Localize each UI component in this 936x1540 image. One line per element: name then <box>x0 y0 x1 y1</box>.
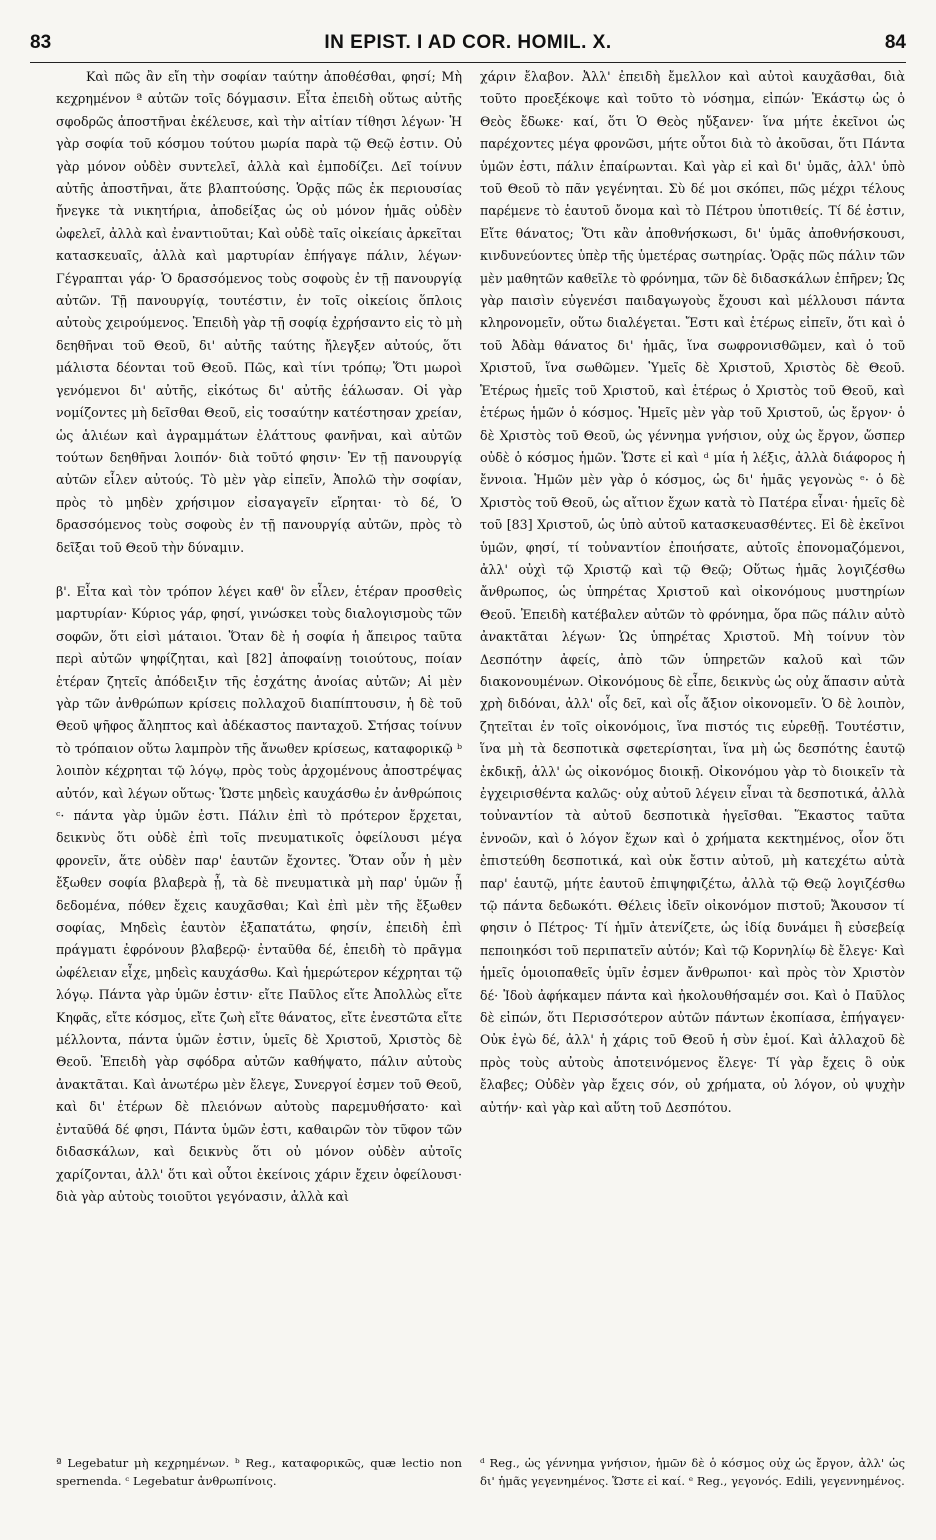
left-paragraph-1: Καὶ πῶς ἂν εἴη τὴν σοφίαν ταύτην ἀποθέσθαι, φησί; Μὴ κεχρημένον ª αὐτῶν τοῖς δόγμασιν. Εἶτα ἐπειδὴ οὕτως αὐτῆς σφοδρῶς ἀποστῆναι ἐκέλευσε, καὶ τὴν αἰτίαν τίθησι λέγων· Ἡ γὰρ σοφία τοῦ κόσμου τούτου μωρία παρὰ τῷ Θεῷ ἐστιν. Οὐ γὰρ μόνον οὐδὲν συντελεῖ, ἀλλὰ καὶ ἐμποδίζει. Δεῖ τοίνυν αὐτῆς ἀποστῆναι, ἅτε βλαπτούσης. Ὁρᾷς πῶς ἐκ περιουσίας ἤνεγκε τὰ νικητήρια, ἀποδείξας ὡς οὐ μόνον ἡμᾶς οὐδὲν ὠφελεῖ, ἀλλὰ καὶ ἐναντιοῦται; Καὶ οὐδὲ ταῖς οἰκείαις ἀρκεῖται κατασκευαῖς, ἀλλὰ καὶ μαρτυρίαν ἐπήγαγε πάλιν, λέγων· Γέγραπται γάρ· Ὁ δρασσόμενος τοὺς σοφοὺς ἐν τῇ πανουργίᾳ αὐτῶν. Τῇ πανουργίᾳ, τουτέστιν, ἐν τοῖς οἰκείοις ὅπλοις αὐτοὺς χειρούμενος. Ἐπειδὴ γὰρ τῇ σοφίᾳ ἐχρήσαντο εἰς τὸ μὴ δεηθῆναι τοῦ Θεοῦ, δι' αὐτῆς ταύτης ἤλεγξεν αὐτούς, ὅτι μάλιστα δέονται τοῦ Θεοῦ. Πῶς, καὶ τίνι τρόπῳ; Ὅτι μωροὶ γενόμενοι δι' αὐτῆς, εἰκότως δι' αὐτῆς ἑάλωσαν. Οἱ γὰρ νομίζοντες μὴ δεῖσθαι Θεοῦ, εἰς τοσαύτην κατέστησαν χρείαν, ὡς ἁλιέων καὶ ἀγραμμάτων ἐλάττους φανῆναι, καὶ αὐτῶν τούτων δεηθῆναι λοιπόν· διὰ τοῦτό φησιν· Ἐν τῇ πανουργίᾳ αὐτῶν εἷλεν αὐτούς. Τὸ μὲν γὰρ εἰπεῖν, Ἀπολῶ τὴν σοφίαν, πρὸς τὸ μηδὲν χρήσιμον εἰσαγαγεῖν εἴρηται· τὸ δέ, Ὁ δρασσόμενος τοὺς σοφοὺς ἐν τῇ πανουργίᾳ αὐτῶν, πρὸς τὸ δεῖξαι τοῦ Θεοῦ τὴν δύναμιν. <box>56 69 462 555</box>
running-title: IN EPIST. I AD COR. HOMIL. X. <box>324 32 612 53</box>
page-number-left: 83 <box>30 32 52 53</box>
running-header <box>30 28 906 58</box>
right-paragraph-1: χάριν ἔλαβον. Ἀλλ' ἐπειδὴ ἔμελλον καὶ αὐτοὶ καυχᾶσθαι, διὰ τοῦτο προεξέκοψε καὶ τοῦτο τὸ νόσημα, εἰπών· Ἑκάστῳ ὡς ὁ Θεὸς ἔδωκε· καί, ὅτι Ὁ Θεὸς ηὔξανεν· ἵνα μήτε ἐκεῖνοι ὡς παρέχοντες μέγα φρονῶσι, μήτε οὗτοι διὰ τὸ ἀκοῦσαι, ὅτι Πάντα ὑμῶν ἐστι, πάλιν ἐπαίρωνται. Καὶ γὰρ εἰ καὶ δι' ὑμᾶς, ἀλλ' ὑπὸ τοῦ Θεοῦ τὸ πᾶν γεγένηται. Σὺ δέ μοι σκόπει, πῶς μέχρι τέλους παρέμενε τὸ ἑαυτοῦ ὄνομα καὶ τὸ Πέτρου ὑποτιθείς. Τί δέ ἐστιν, Εἴτε θάνατος; Ὅτι κἂν ἀποθνήσκωσι, δι' ὑμᾶς ἀποθνήσκουσι, κινδυνεύοντες ὑπὲρ τῆς ὑμετέρας σωτηρίας. Ὁρᾷς πῶς πάλιν τῶν μὲν μαθητῶν καθεῖλε τὸ φρόνημα, τῶν δὲ διδασκάλων ἐπῆρεν; Ὡς γὰρ παισὶν εὐγενέσι παιδαγωγοὺς ἔχουσι καὶ μέλλουσι πάντα κληρονομεῖν, οὕτω διαλέγεται. Ἔστι καὶ ἑτέρως εἰπεῖν, ὅτι καὶ ὁ τοῦ Ἀδὰμ θάνατος δι' ἡμᾶς, ἵνα σωφρονισθῶμεν, καὶ ὁ τοῦ Χριστοῦ, ἵνα σωθῶμεν. Ὑμεῖς δὲ Χριστοῦ, Χριστὸς δὲ Θεοῦ. Ἑτέρως ἡμεῖς τοῦ Χριστοῦ, καὶ ἑτέρως ὁ Χριστὸς τοῦ Θεοῦ, καὶ ἑτέρως ἡμῶν ὁ κόσμος. Ἡμεῖς μὲν γὰρ τοῦ Χριστοῦ, ὡς ἔργον· ὁ δὲ Χριστὸς τοῦ Θεοῦ, ὡς γέννημα γνήσιον, οὐχ ὡς ἔργον, ὥσπερ οὐδὲ ὁ κόσμος ἡμῶν. Ὥστε εἰ καὶ ᵈ μία ἡ λέξις, ἀλλὰ διάφορος ἡ ἔννοια. Ἡμῶν μὲν γὰρ ὁ κόσμος, ὡς δι' ἡμᾶς γεγονὼς ᵉ· ὁ δὲ Χριστὸς τοῦ Θεοῦ, ὡς αἴτιον ἔχων κατὰ τὸ Πατέρα εἶναι· ἡμεῖς δὲ τοῦ [83] Χριστοῦ, ὡς ὑπὸ αὐτοῦ κατασκευασθέντες. Εἰ δὲ ἐκεῖνοι ὑμῶν, φησί, τί τοὐναντίον ἐποιήσατε, αὐτοῖς ἐπονομαζόμενοι, ἀλλ' οὐχὶ τῷ Χριστῷ καὶ τῷ Θεῷ; Οὕτως ἡμᾶς λογιζέσθω ἄνθρωπος, ὡς ὑπηρέτας Χριστοῦ καὶ οἰκονόμους μυστηρίων Θεοῦ. Ἐπειδὴ κατέβαλεν αὐτῶν τὸ φρόνημα, ὅρα πῶς πάλιν αὐτὸ ἀνακτᾶται λέγων· Ὡς ὑπηρέτας Χριστοῦ. Μὴ τοίνυν τὸν Δεσπότην ἀφείς, ἀπὸ τῶν ὑπηρετῶν καλοῦ καὶ τῶν διακονουμένων. Οἰκονόμους δὲ εἶπε, δεικνὺς ὡς οὐχ ἅπασιν αὐτὰ χρὴ διδόναι, ἀλλ' οἷς δεῖ, καὶ οἷς ἄξιον οἰκονομεῖν. Ὁ δὲ λοιπὸν, ζητεῖται ἐν τοῖς οἰκονόμοις, ἵνα πιστός τις εὑρεθῇ. Τουτέστιν, ἵνα μὴ τὰ δεσποτικὰ σφετερίσηται, ἵνα μὴ ὡς δεσπότης ἑαυτῷ ἐκδικῇ, ἀλλ' ὡς οἰκονόμος διοικῇ. Οἰκονόμου γὰρ τὸ διοικεῖν τὰ ἐγχειρισθέντα καλῶς· οὐχ αὐτοῦ λέγειν εἶναι τὰ δεσποτικά, ἀλλὰ τοὐναντίον τὰ αὐτοῦ δεσποτικὰ ἡγεῖσθαι. Ἕκαστος ταῦτα ἐννοῶν, καὶ ὁ λόγον ἔχων καὶ ὁ χρήματα κεκτημένος, οἷον ὅτι ἐπιστεύθη δεσποτικά, καὶ οὐκ ἔστιν αὐτοῦ, μὴ κατεχέτω αὐτὰ παρ' ἑαυτῷ, μήτε ἑαυτοῦ ἐπιψηφιζέτω, ἀλλὰ τῷ Θεῷ λογιζέσθω τῷ πάντα δεδωκότι. Θέλεις ἰδεῖν οἰκονόμον πιστοῦ; Ἄκουσον τί φησιν ὁ Πέτρος· Τί ἡμῖν ἀτενίζετε, ὡς ἰδίᾳ δυνάμει ἢ εὐσεβείᾳ πεποιηκόσι τοῦ περιπατεῖν αὐτόν; Καὶ τῷ Κορνηλίῳ δὲ ἔλεγε· Καὶ ἡμεῖς ὁμοιοπαθεῖς ὑμῖν ἐσμεν ἄνθρωποι· καὶ πρὸς τὸν Χριστὸν δέ· Ἰδοὺ ἀφήκαμεν πάντα καὶ ἠκολουθήσαμέν σοι. Καὶ ὁ Παῦλος δὲ εἰπών, ὅτι Περισσότερον αὐτῶν πάντων ἐκοπίασα, ἐπήγαγεν· Οὐκ ἐγὼ δέ, ἀλλ' ἡ χάρις τοῦ Θεοῦ ἡ σὺν ἐμοί. Καὶ ἀλλαχοῦ δὲ πρὸς τοὺς αὐτοὺς ἀποτεινόμενος ἔλεγε· Τί γὰρ ἔχεις ὃ οὐκ ἔλαβες; Οὐδὲν γὰρ ἔχεις σόν, οὐ χρήματα, οὐ λόγον, οὐ ψυχὴν αὐτήν· καὶ γὰρ καὶ αὕτη τοῦ Δεσπότου. <box>480 69 905 1115</box>
left-column <box>56 66 462 1208</box>
footnotes-left: ª Legebatur μὴ κεχρημένων. ᵇ Reg., καταφορικῶς, quæ lectio non spernenda. ᶜ Legebatur ἀνθρωπίνοις. <box>56 1456 462 1488</box>
footnotes-right: ᵈ Reg., ὡς γέννημα γνήσιον, ἡμῶν δὲ ὁ κόσμος οὐχ ὡς ἔργον, ἀλλ' ὡς δι' ἡμᾶς γεγενημένος. Ὥστε εἰ καί. ᵉ Reg., γεγονός. Edili, γεγεννημένος. <box>480 1456 905 1488</box>
left-paragraph-2: β'. Εἶτα καὶ τὸν τρόπον λέγει καθ' ὃν εἷλεν, ἑτέραν προσθεὶς μαρτυρίαν· Κύριος γάρ, φησί, γινώσκει τοὺς διαλογισμοὺς τῶν σοφῶν, ὅτι εἰσὶ μάταιοι. Ὅταν δὲ ἡ σοφία ἡ ἄπειρος ταῦτα περὶ αὐτῶν ψηφίζηται, καὶ [82] ἀποφαίνῃ τοιούτους, ποίαν ἑτέραν ζητεῖς ἀπόδειξιν τῆς ἐσχάτης ἀνοίας αὐτῶν; Αἱ μὲν γὰρ τῶν ἀνθρώπων κρίσεις πολλαχοῦ διαπίπτουσιν, ἡ δὲ τοῦ Θεοῦ ψῆφος ἄληπτος καὶ ἀδέκαστος πανταχοῦ. Στήσας τοίνυν τὸ τρόπαιον οὕτω λαμπρὸν τῆς ἄνωθεν κρίσεως, καταφορικῷ ᵇ λοιπὸν κέχρηται τῷ λόγῳ, πρὸς τοὺς ἀρχομένους ἀποστρέψας αὐτόν, καὶ λέγων οὕτως· Ὥστε μηδεὶς καυχάσθω ἐν ἀνθρώποις ᶜ· πάντα γὰρ ὑμῶν ἐστι. Πάλιν ἐπὶ τὸ πρότερον ἔρχεται, δεικνὺς ὅτι οὐδὲ ἐπὶ τοῖς πνευματικοῖς ὀφείλουσι μέγα φρονεῖν, ἅτε οὐδὲν παρ' ἑαυτῶν ἔχοντες. Ὅταν οὖν ἡ μὲν ἔξωθεν σοφία βλαβερὰ ᾖ, τὰ δὲ πνευματικὰ μὴ παρ' ὑμῶν ᾖ δεδομένα, πόθεν ἔχεις καυχᾶσθαι; Καὶ ἐπὶ μὲν τῆς ἔξωθεν σοφίας, Μηδεὶς ἑαυτὸν ἐξαπατάτω, φησίν, ἐπειδὴ ἐπὶ πράγματι ἐφρόνουν βλαβερῷ· ἐνταῦθα δέ, ἐπειδὴ τὸ πρᾶγμα ὠφέλειαν εἶχε, μηδεὶς καυχάσθω. Καὶ ἡμερώτερον κέχρηται τῷ λόγῳ. Πάντα γὰρ ὑμῶν ἐστιν· εἴτε Παῦλος εἴτε Ἀπολλὼς εἴτε Κηφᾶς, εἴτε κόσμος, εἴτε ζωὴ εἴτε θάνατος, εἴτε ἐνεστῶτα εἴτε μέλλοντα, πάντα ὑμῶν ἐστιν, ὑμεῖς δὲ Χριστοῦ, Χριστὸς δὲ Θεοῦ. Ἐπειδὴ γὰρ σφόδρα αὐτῶν καθήψατο, πάλιν αὐτοὺς ἀνακτᾶται. Καὶ ἀνωτέρω μὲν ἔλεγε, Συνεργοί ἐσμεν τοῦ Θεοῦ, καὶ δι' ἑτέρων δὲ πλειόνων αὐτοὺς παρεμυθήσατο· καὶ ἐνταῦθά δέ φησι, Πάντα ὑμῶν ἐστι, καθαιρῶν τὸν τῦφον τῶν διδασκάλων, καὶ δεικνὺς ὅτι οὐ μόνον οὐδὲν αὐτοῖς χαρίζονται, ἀλλ' ὅτι καὶ οὗτοι ἐκείνοις χάριν ἔχειν ὀφείλουσι· διὰ γὰρ αὐτοὺς τοιοῦτοι γεγόνασιν, ἀλλὰ καὶ <box>56 583 462 1204</box>
header-rule <box>30 62 906 63</box>
page-number-right: 84 <box>884 32 906 53</box>
right-column <box>480 66 905 1119</box>
